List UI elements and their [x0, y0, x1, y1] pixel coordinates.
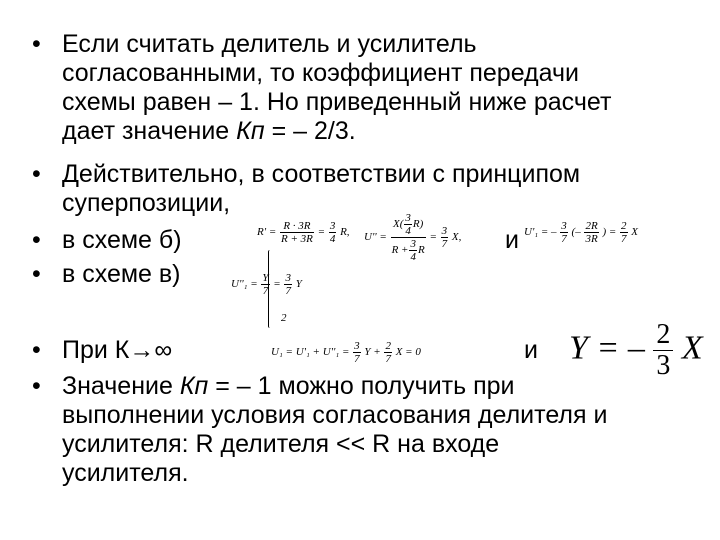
formula-u1-double-prime	[231, 272, 302, 297]
bullet-marker: •	[32, 226, 41, 254]
formula-y-large	[569, 320, 703, 381]
text: R)	[412, 218, 424, 231]
bullet-5	[32, 336, 173, 365]
bullet-4-text: в схеме в)	[62, 260, 181, 288]
text: R +	[391, 244, 409, 257]
bullet-6-line-3: усилителя: R делителя << R на входе	[62, 430, 500, 458]
bullet-4	[32, 260, 181, 289]
variable: Y	[295, 278, 302, 291]
kp-symbol: Кп	[236, 117, 265, 145]
formula-lhs: U'' =	[364, 231, 387, 244]
bullet-5-and: и	[524, 336, 538, 364]
bullet-3	[32, 226, 182, 255]
bullet-6-line-1	[62, 372, 607, 401]
formula-lhs: U''₁ =	[231, 278, 258, 291]
numerator: 3	[441, 225, 448, 237]
bullet-1-line-3: схемы равен – 1. Но приведенный ниже расчет	[62, 88, 612, 116]
numerator: Y	[262, 272, 269, 284]
fraction	[384, 340, 392, 365]
formula-lhs: U₁ = U'₁ + U''₁ =	[271, 346, 350, 359]
bullet-3-text: в схеме б)	[62, 226, 182, 254]
numerator: R · 3R	[280, 220, 314, 233]
formula-u1-prime	[524, 220, 638, 245]
text: = – 2/3.	[264, 117, 356, 145]
denominator: 3	[656, 350, 671, 381]
formula-u1-sum	[271, 340, 421, 365]
numerator: 3	[410, 238, 416, 250]
denominator: 4	[329, 233, 336, 245]
bullet-1	[32, 30, 612, 146]
numerator: 2	[653, 320, 673, 351]
numerator: 2R	[585, 220, 598, 232]
bullet-6-line-4: усилителя.	[62, 459, 189, 487]
equals: =	[429, 231, 437, 244]
denominator: 7	[285, 285, 291, 297]
variable: X	[681, 329, 703, 367]
bullet-marker: •	[32, 372, 41, 400]
denominator: 7	[262, 285, 269, 297]
fraction	[404, 212, 412, 237]
text: Значение	[62, 372, 180, 400]
fraction	[441, 225, 449, 250]
fraction	[620, 220, 628, 245]
numerator: 3	[405, 212, 411, 224]
formula-r-prime	[257, 220, 350, 245]
denominator: 4	[405, 225, 411, 237]
equals: =	[273, 278, 281, 291]
bullet-marker: •	[32, 30, 41, 58]
evaluation-bar	[268, 250, 272, 328]
text: X(	[393, 218, 404, 231]
fraction	[409, 238, 417, 263]
bullet-6	[32, 372, 608, 488]
formula-lhs: R' =	[257, 226, 277, 239]
formula-u-double-prime	[364, 212, 461, 263]
fraction	[280, 220, 314, 245]
numerator: 3	[285, 272, 291, 284]
bullet-1-line-4	[62, 117, 611, 146]
variable: X	[631, 226, 639, 239]
bullet-2-line-2: суперпозиции,	[62, 189, 231, 217]
variable: R,	[340, 226, 350, 239]
denominator: 4	[410, 251, 416, 263]
variable: X,	[451, 231, 462, 244]
bullet-1-line-2: согласованными, то коэффициент передачи	[62, 59, 579, 87]
text: (–	[571, 226, 581, 239]
bullet-5-text: При К→∞	[62, 336, 173, 364]
numerator: 2	[385, 340, 391, 352]
fraction	[391, 212, 426, 263]
numerator	[391, 212, 426, 238]
text: дает значение	[62, 117, 237, 145]
denominator	[391, 238, 426, 263]
fraction	[584, 220, 598, 245]
formula-bar-subscript: 2	[281, 312, 287, 324]
text: = – 1 можно получить при	[208, 372, 515, 400]
bullet-6-line-2: выполнении условия согласования делителя и	[62, 401, 608, 429]
bullet-1-line-1: Если считать делитель и усилитель	[62, 30, 477, 58]
fraction	[353, 340, 361, 365]
bullet-2-line-1: Действительно, в соответствии с принципом	[62, 160, 581, 188]
numerator: 3	[561, 220, 567, 232]
denominator: R + 3R	[281, 233, 313, 245]
numerator: 2	[621, 220, 627, 232]
numerator: 3	[354, 340, 360, 352]
fraction	[329, 220, 337, 245]
formula-lhs: Y = –	[569, 329, 645, 367]
numerator: 3	[329, 220, 336, 232]
denominator: 7	[354, 353, 360, 365]
denominator: 7	[385, 353, 391, 365]
bullet-2	[32, 160, 581, 218]
formula-lhs: U'₁ = –	[524, 226, 557, 239]
text: Y +	[364, 346, 381, 359]
equals: =	[317, 226, 326, 239]
kp-symbol: Кп	[179, 372, 209, 400]
bullet-3-and: и	[505, 226, 519, 254]
denominator: 3R	[585, 233, 598, 245]
denominator: 7	[621, 233, 627, 245]
denominator: 7	[561, 233, 567, 245]
bullet-marker: •	[32, 260, 41, 288]
text: R	[417, 244, 425, 257]
denominator: 7	[441, 238, 448, 250]
bullet-marker: •	[32, 336, 41, 364]
fraction	[560, 220, 568, 245]
bullet-marker: •	[32, 160, 41, 188]
text: X = 0	[395, 346, 421, 359]
fraction	[284, 272, 292, 297]
text: ) =	[602, 226, 617, 239]
fraction	[653, 320, 673, 381]
